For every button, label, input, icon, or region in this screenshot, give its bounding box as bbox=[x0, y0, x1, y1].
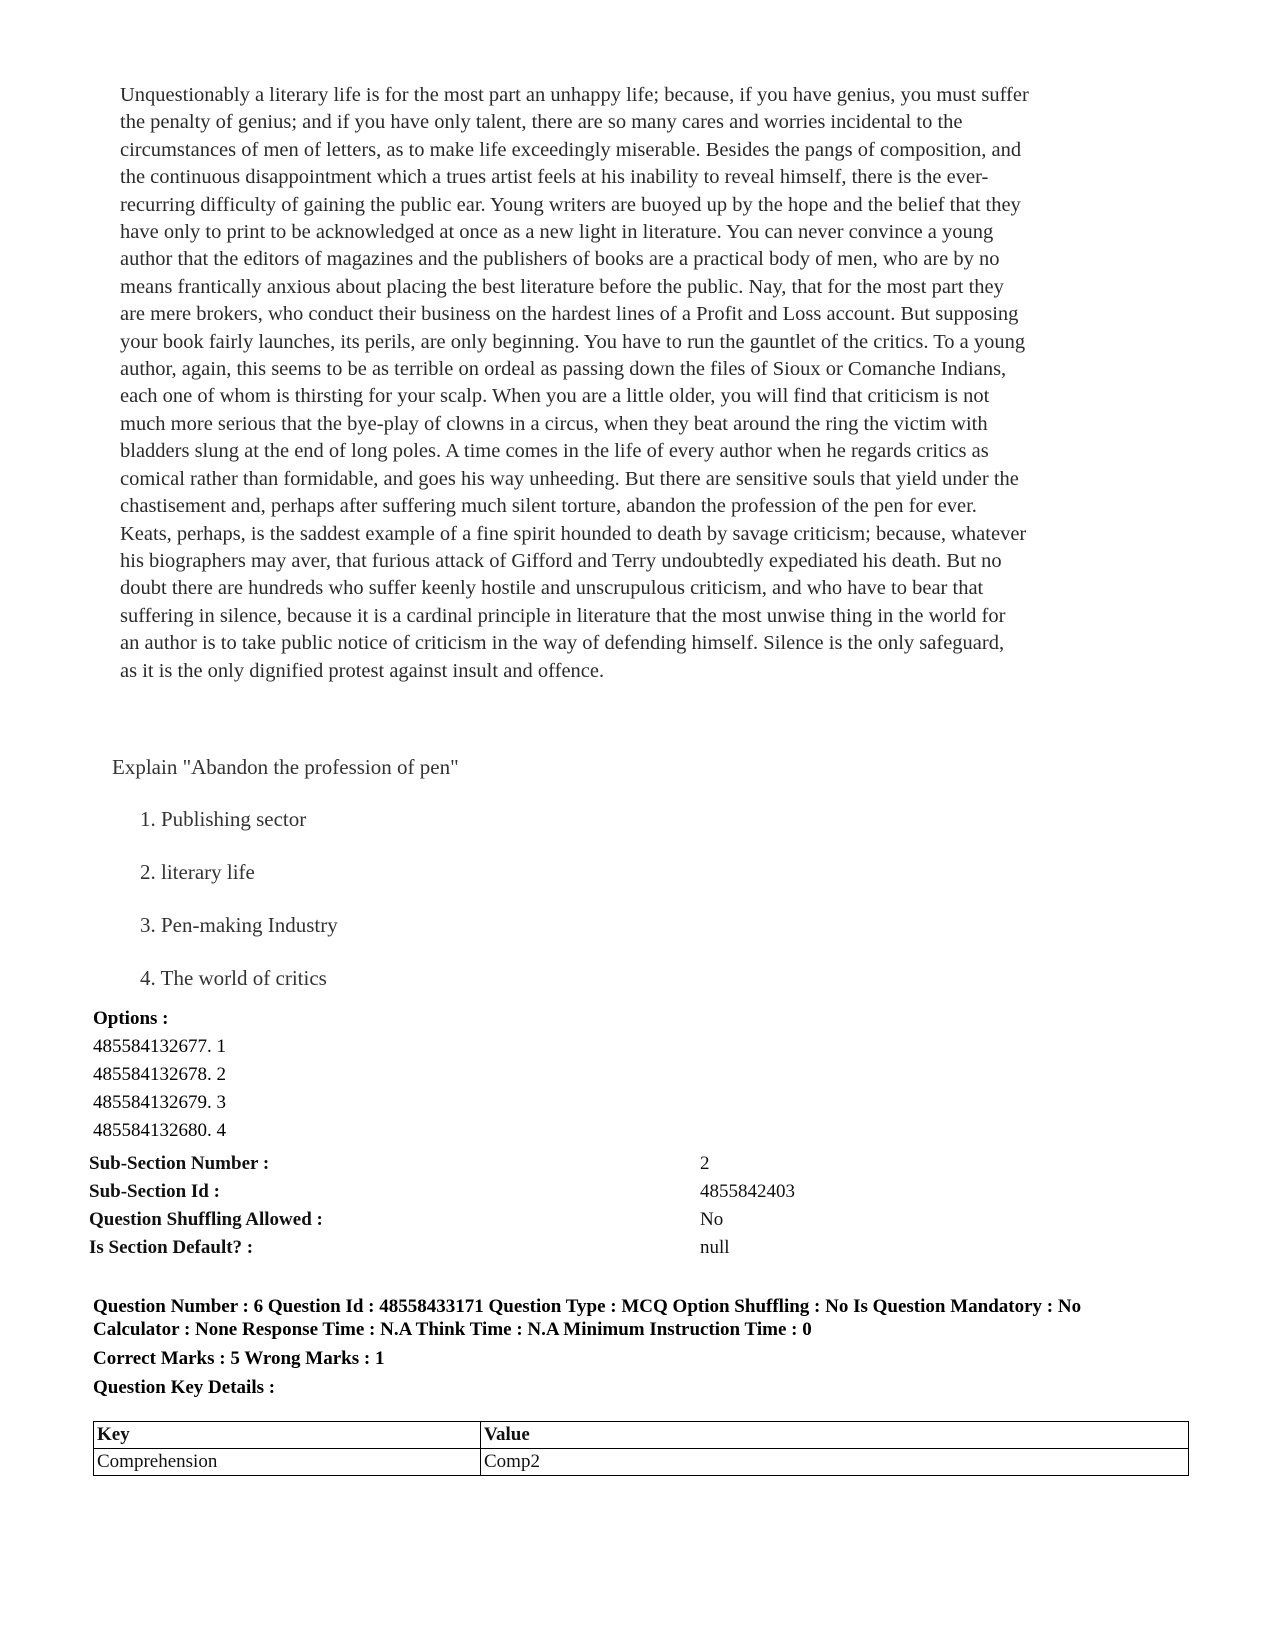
passage-line: are mere brokers, who conduct their business on the hardest lines of a Profit and Loss account. But supposing bbox=[120, 303, 1019, 326]
subsection-id-row bbox=[89, 1181, 795, 1207]
section-default-label: Is Section Default? : bbox=[89, 1237, 254, 1258]
option-id-3: 485584132679. 3 bbox=[93, 1092, 226, 1113]
passage-line: author, again, this seems to be as terrible on ordeal as passing down the files of Sioux or Comanche Indians, bbox=[120, 358, 1007, 381]
question-info-line-1: Question Number : 6 Question Id : 48558433171 Question Type : MCQ Option Shuffling : No Is Question Mandatory : No bbox=[93, 1296, 1082, 1317]
passage-line: Unquestionably a literary life is for the most part an unhappy life; because, if you have genius, you must suffer bbox=[120, 84, 1029, 106]
subsection-id-label: Sub-Section Id : bbox=[89, 1181, 220, 1202]
passage-line: means frantically anxious about placing the best literature before the public. Nay, that for the most part they bbox=[120, 275, 1004, 298]
choice-3: 3. Pen-making Industry bbox=[140, 913, 338, 937]
option-id-1: 485584132677. 1 bbox=[93, 1036, 226, 1057]
option-id-2: 485584132678. 2 bbox=[93, 1064, 226, 1085]
section-default-value: null bbox=[700, 1237, 730, 1258]
passage-line: the penalty of genius; and if you have only talent, there are so many cares and worries incidental to the bbox=[120, 111, 963, 134]
question-key-details-heading: Question Key Details : bbox=[93, 1377, 276, 1398]
subsection-number-row bbox=[89, 1153, 789, 1179]
passage-line: the continuous disappointment which a trues artist feels at his inability to reveal himself, there is the ever- bbox=[120, 166, 989, 189]
passage-line: each one of whom is thirsting for your scalp. When you are a little older, you will find that criticism is not bbox=[120, 385, 990, 408]
passage-line: an author is to take public notice of criticism in the way of defending himself. Silence is the only safeguard, bbox=[120, 632, 1005, 655]
question-info-line-2: Calculator : None Response Time : N.A Think Time : N.A Minimum Instruction Time : 0 bbox=[93, 1319, 812, 1340]
question-shuffling-row bbox=[89, 1209, 789, 1235]
choice-2: 2. literary life bbox=[140, 860, 255, 884]
section-default-row bbox=[89, 1237, 789, 1263]
question-shuffling-value: No bbox=[700, 1209, 724, 1230]
table-header-row bbox=[94, 1422, 1189, 1449]
passage-line: doubt there are hundreds who suffer keenly hostile and unscrupulous criticism, and who have to bear that bbox=[120, 577, 984, 600]
marks-line: Correct Marks : 5 Wrong Marks : 1 bbox=[93, 1348, 385, 1369]
passage-line: comical rather than formidable, and goes his way unheeding. But there are sensitive souls that yield under the bbox=[120, 467, 1019, 490]
table-header-value: Value bbox=[481, 1422, 1189, 1449]
options-heading: Options : bbox=[93, 1008, 169, 1029]
subsection-id-value: 4855842403 bbox=[700, 1181, 795, 1202]
passage-line: Keats, perhaps, is the saddest example of a fine spirit hounded to death by savage criticism; because, whatever bbox=[120, 522, 1027, 545]
passage-line: recurring difficulty of gaining the public ear. Young writers are buoyed up by the hope and the belief that they bbox=[120, 193, 1021, 216]
table-row bbox=[94, 1449, 1189, 1476]
table-cell-value: Comp2 bbox=[481, 1449, 1189, 1476]
table-cell-key: Comprehension bbox=[94, 1449, 481, 1476]
passage-line: circumstances of men of letters, as to make life exceedingly miserable. Besides the pangs of composition, and bbox=[120, 138, 1022, 161]
passage-line: your book fairly launches, its perils, are only beginning. You have to run the gauntlet of the critics. To a young bbox=[120, 330, 1026, 353]
passage-line: suffering in silence, because it is a cardinal principle in literature that the most unwise thing in the world for bbox=[120, 604, 1006, 627]
option-id-4: 485584132680. 4 bbox=[93, 1120, 226, 1141]
table-header-key: Key bbox=[94, 1422, 481, 1449]
passage-line: author that the editors of magazines and the publishers of books are a practical body of men, who are by no bbox=[120, 248, 1000, 271]
question-prompt: Explain "Abandon the profession of pen" bbox=[112, 755, 459, 779]
passage-line: have only to print to be acknowledged at once as a new light in literature. You can never convince a young bbox=[120, 221, 994, 244]
subsection-number-label: Sub-Section Number : bbox=[89, 1153, 270, 1174]
passage-line: bladders slung at the end of long poles. A time comes in the life of every author when he regards critics as bbox=[120, 440, 989, 463]
choice-1: 1. Publishing sector bbox=[140, 807, 307, 831]
passage-line: his biographers may aver, that furious attack of Gifford and Terry undoubtedly expediated his death. But no bbox=[120, 549, 1002, 572]
passage-line: much more serious that the bye-play of clowns in a circus, when they beat around the ring the victim with bbox=[120, 412, 988, 435]
comprehension-passage bbox=[120, 82, 1165, 685]
passage-line: chastisement and, perhaps after suffering much silent torture, abandon the profession of the pen for ever. bbox=[120, 495, 977, 518]
question-key-details-table bbox=[93, 1421, 1189, 1476]
subsection-number-value: 2 bbox=[700, 1153, 710, 1174]
question-shuffling-label: Question Shuffling Allowed : bbox=[89, 1209, 323, 1230]
passage-line: as it is the only dignified protest against insult and offence. bbox=[120, 659, 605, 682]
choice-4: 4. The world of critics bbox=[140, 966, 327, 990]
